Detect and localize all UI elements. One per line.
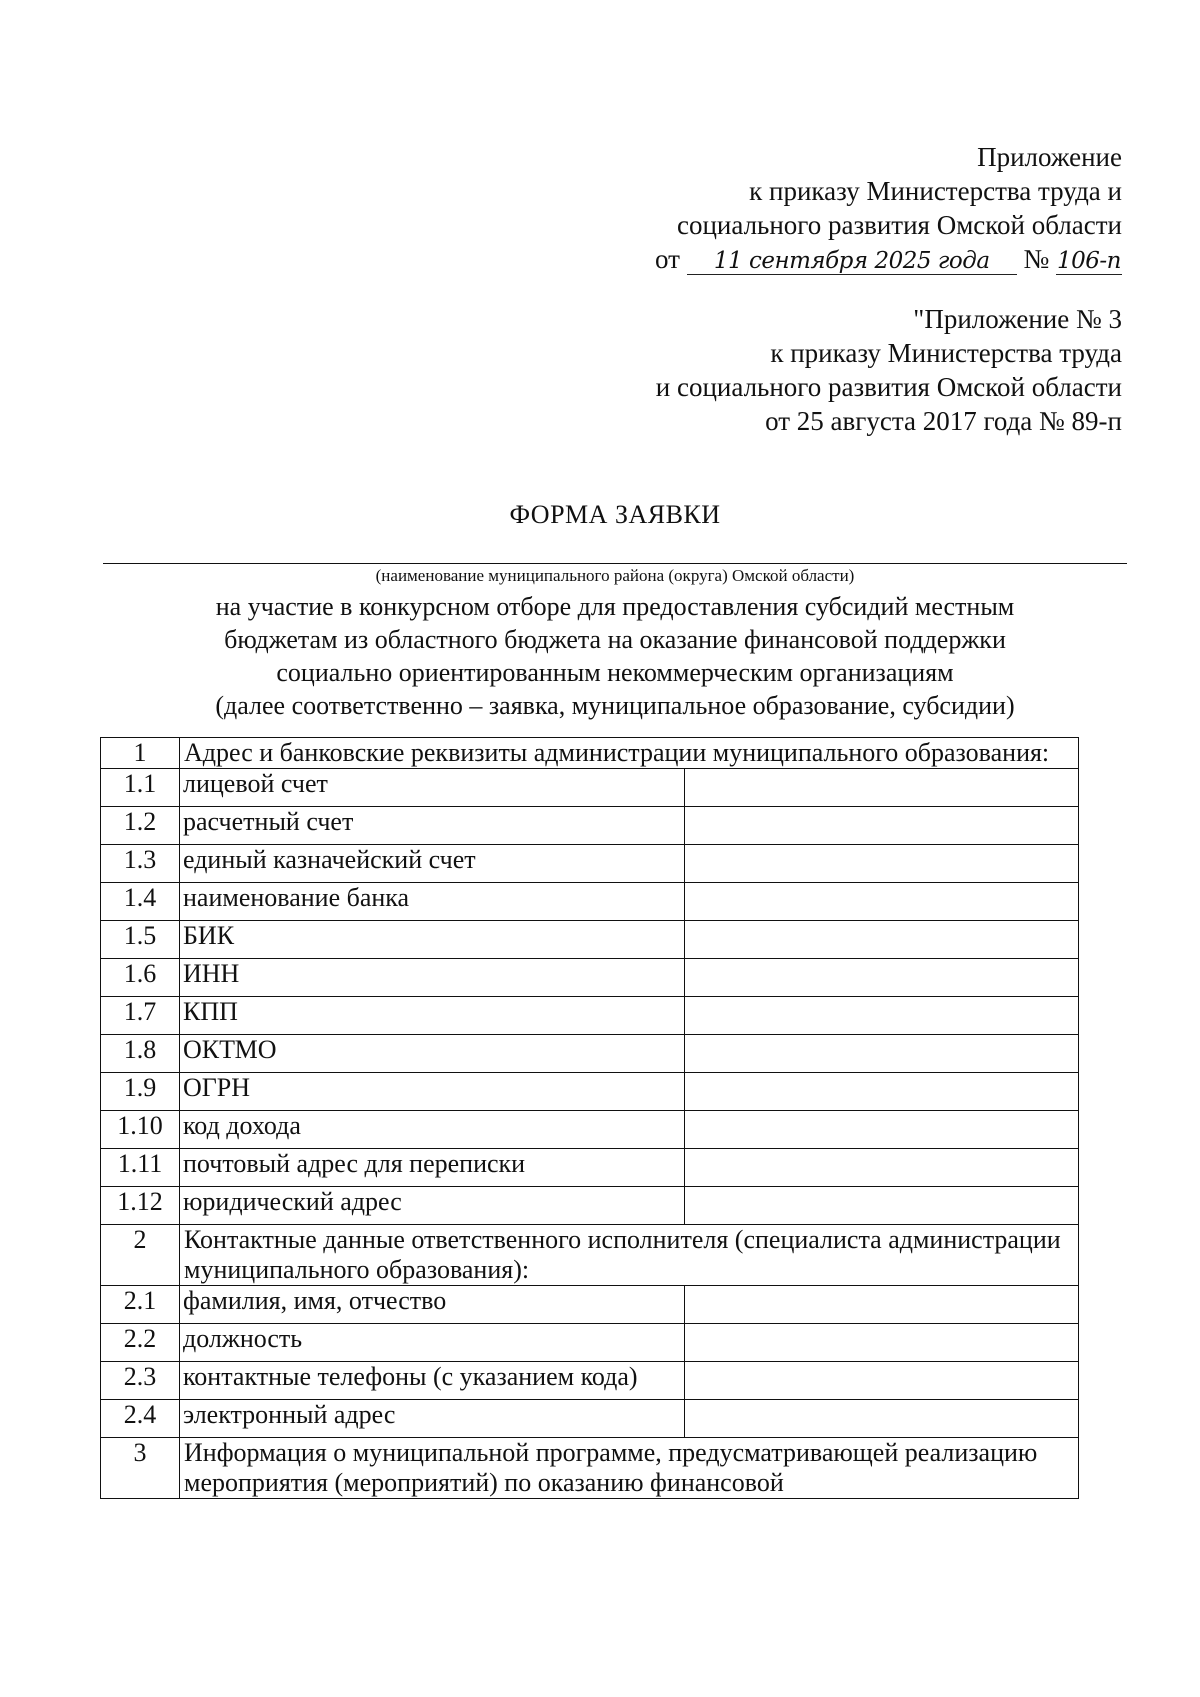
form-subtitle	[103, 590, 1127, 722]
row-label: лицевой счет	[180, 769, 685, 807]
table-row	[101, 997, 1079, 1035]
table-row	[101, 1362, 1079, 1400]
table-row	[101, 921, 1079, 959]
section-title: Контактные данные ответственного исполнителя (специалиста администрации муниципального образования):	[180, 1225, 1079, 1286]
section-title: Информация о муниципальной программе, предусматривающей реализацию мероприятия (мероприятий) по оказанию финансовой	[180, 1438, 1079, 1499]
row-value[interactable]	[685, 1149, 1079, 1187]
row-number: 2.4	[101, 1400, 180, 1438]
row-number: 1.6	[101, 959, 180, 997]
row-number: 1.4	[101, 883, 180, 921]
row-value[interactable]	[685, 921, 1079, 959]
requisites-table	[100, 737, 1079, 1499]
header-line: к приказу Министерства труда и	[749, 176, 1122, 206]
header-line: "Приложение № 3	[913, 304, 1122, 334]
subtitle-line: (далее соответственно – заявка, муниципальное образование, субсидии)	[215, 691, 1015, 720]
row-value[interactable]	[685, 1286, 1079, 1324]
table-row	[101, 1324, 1079, 1362]
row-label: юридический адрес	[180, 1187, 685, 1225]
row-number: 1.5	[101, 921, 180, 959]
row-number: 2.2	[101, 1324, 180, 1362]
header-line: от 25 августа 2017 года № 89-п	[765, 406, 1122, 436]
order-date-line	[655, 242, 1122, 276]
row-number: 1.9	[101, 1073, 180, 1111]
header-line: к приказу Министерства труда	[770, 338, 1122, 368]
row-label: код дохода	[180, 1111, 685, 1149]
number-prefix: №	[1023, 244, 1050, 274]
header-line: и социального развития Омской области	[655, 372, 1122, 402]
table-row	[101, 1400, 1079, 1438]
row-value[interactable]	[685, 997, 1079, 1035]
table-row	[101, 845, 1079, 883]
row-value[interactable]	[685, 845, 1079, 883]
row-value[interactable]	[685, 959, 1079, 997]
table-row	[101, 1035, 1079, 1073]
row-label: электронный адрес	[180, 1400, 685, 1438]
row-value[interactable]	[685, 1362, 1079, 1400]
table-row	[101, 1286, 1079, 1324]
amended-appendix-header	[656, 302, 1122, 438]
order-header	[655, 140, 1122, 276]
row-value[interactable]	[685, 1187, 1079, 1225]
row-value[interactable]	[685, 769, 1079, 807]
row-label: ОКТМО	[180, 1035, 685, 1073]
row-number: 1.10	[101, 1111, 180, 1149]
subtitle-line: на участие в конкурсном отборе для предоставления субсидий местным	[215, 592, 1015, 621]
section-title: Адрес и банковские реквизиты администрации муниципального образования:	[180, 738, 1079, 769]
row-number: 2.1	[101, 1286, 180, 1324]
row-value[interactable]	[685, 1324, 1079, 1362]
row-label: должность	[180, 1324, 685, 1362]
table-section-row	[101, 1225, 1079, 1286]
row-label: единый казначейский счет	[180, 845, 685, 883]
table-section-row	[101, 738, 1079, 769]
row-number: 1.2	[101, 807, 180, 845]
row-number: 1.3	[101, 845, 180, 883]
section-number: 1	[101, 738, 180, 769]
table-row	[101, 1073, 1079, 1111]
subtitle-line: социально ориентированным некоммерческим организациям	[276, 658, 954, 687]
row-value[interactable]	[685, 807, 1079, 845]
row-label: наименование банка	[180, 883, 685, 921]
subtitle-line: бюджетам из областного бюджета на оказание финансовой поддержки	[224, 625, 1006, 654]
fill-in-caption: (наименование муниципального района (округа) Омской области)	[375, 566, 855, 585]
header-line: Приложение	[977, 142, 1122, 172]
row-number: 1.7	[101, 997, 180, 1035]
table-row	[101, 883, 1079, 921]
date-prefix: от	[655, 244, 680, 274]
row-value[interactable]	[685, 883, 1079, 921]
row-label: ИНН	[180, 959, 685, 997]
row-number: 1.1	[101, 769, 180, 807]
table-row	[101, 1111, 1079, 1149]
row-value[interactable]	[685, 1400, 1079, 1438]
table-row	[101, 1149, 1079, 1187]
handwritten-number: 106-п	[1057, 248, 1121, 274]
table-row	[101, 959, 1079, 997]
row-number: 1.11	[101, 1149, 180, 1187]
row-value[interactable]	[685, 1073, 1079, 1111]
fill-in-line	[103, 563, 1127, 564]
row-label: расчетный счет	[180, 807, 685, 845]
row-value[interactable]	[685, 1111, 1079, 1149]
row-label: контактные телефоны (с указанием кода)	[180, 1362, 685, 1400]
row-number: 2.3	[101, 1362, 180, 1400]
form-title: ФОРМА ЗАЯВКИ	[509, 500, 721, 529]
row-number: 1.8	[101, 1035, 180, 1073]
row-label: ОГРН	[180, 1073, 685, 1111]
table-row	[101, 1187, 1079, 1225]
handwritten-date: 11 сентября 2025 года	[687, 248, 1017, 275]
header-line: социального развития Омской области	[676, 210, 1122, 240]
row-label: КПП	[180, 997, 685, 1035]
section-number: 2	[101, 1225, 180, 1286]
row-label: фамилия, имя, отчество	[180, 1286, 685, 1324]
row-label: БИК	[180, 921, 685, 959]
section-number: 3	[101, 1438, 180, 1499]
table-section-row	[101, 1438, 1079, 1499]
table-row	[101, 769, 1079, 807]
row-number: 1.12	[101, 1187, 180, 1225]
row-value[interactable]	[685, 1035, 1079, 1073]
row-label: почтовый адрес для переписки	[180, 1149, 685, 1187]
table-row	[101, 807, 1079, 845]
